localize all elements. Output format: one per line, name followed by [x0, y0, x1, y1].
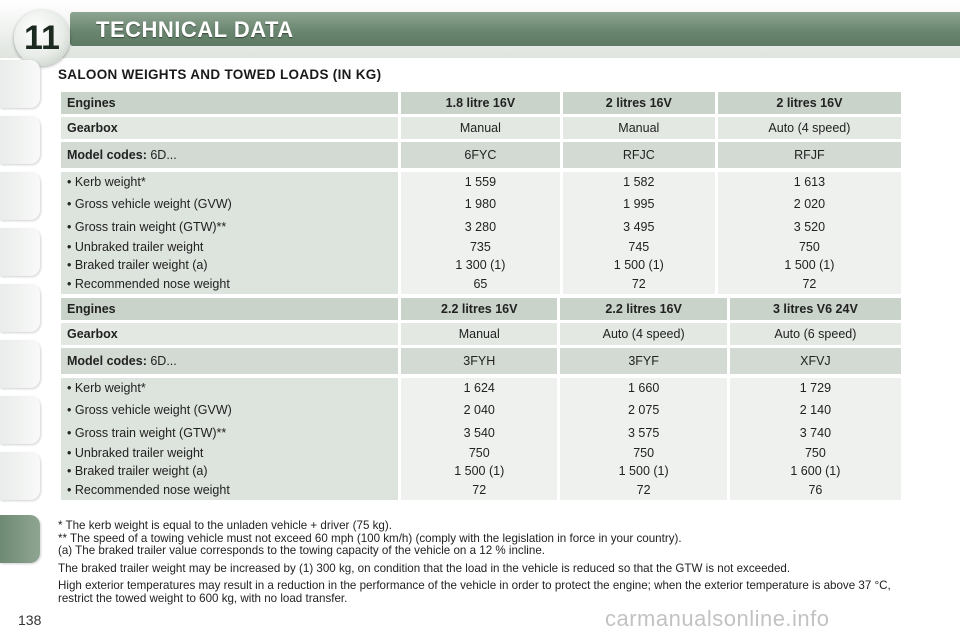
row-value: 1 729 [730, 378, 901, 398]
row-label: • Gross vehicle weight (GVW) [61, 398, 398, 422]
row-value: 1 582 [563, 172, 715, 192]
footnote: ** The speed of a towing vehicle must not exceed 60 mph (100 km/h) (comply with the legislation in force in your country). [58, 531, 682, 545]
row-value: 750 [718, 238, 901, 256]
side-tab[interactable] [0, 60, 40, 108]
row-value: 1 660 [560, 378, 726, 398]
row-value: 2 140 [730, 398, 901, 422]
row-label: • Gross train weight (GTW)** [61, 216, 398, 238]
table-row [61, 256, 901, 274]
gearbox-row [61, 323, 901, 345]
table-row [61, 172, 901, 192]
row-value: 2 020 [718, 192, 901, 216]
footnote: * The kerb weight is equal to the unladen vehicle + driver (75 kg). [58, 519, 392, 532]
engine-cell: 2 litres 16V [563, 92, 715, 114]
row-label: • Recommended nose weight [61, 274, 398, 294]
row-value: 1 300 (1) [401, 256, 560, 274]
watermark: carmanualsonline.info [605, 606, 830, 631]
row-value: 3 495 [563, 216, 715, 238]
row-value: 750 [401, 444, 557, 462]
gearbox-row [61, 117, 901, 139]
gearbox-cell: Auto (6 speed) [730, 323, 901, 345]
engines-row [61, 298, 901, 320]
section-title: SALOON WEIGHTS AND TOWED LOADS (IN KG) [58, 67, 382, 82]
table-row [61, 422, 901, 444]
row-value: 2 075 [560, 398, 726, 422]
table-row [61, 462, 901, 480]
table-row [61, 216, 901, 238]
row-value: 750 [560, 444, 726, 462]
engine-cell: 3 litres V6 24V [730, 298, 901, 320]
footnotes [58, 520, 906, 605]
row-label: • Kerb weight* [61, 378, 398, 398]
side-tab-active[interactable] [0, 515, 40, 563]
gearbox-label: Gearbox [61, 117, 398, 139]
row-value: 3 520 [718, 216, 901, 238]
row-value: 72 [718, 274, 901, 294]
row-value: 1 500 (1) [563, 256, 715, 274]
table-row [61, 238, 901, 256]
model-code-cell: XFVJ [730, 348, 901, 374]
table-row [61, 274, 901, 294]
engine-cell: 2.2 litres 16V [560, 298, 726, 320]
row-value: 1 995 [563, 192, 715, 216]
row-value: 72 [560, 480, 726, 500]
engine-cell: 2 litres 16V [718, 92, 901, 114]
row-value: 1 600 (1) [730, 462, 901, 480]
gearbox-label: Gearbox [61, 323, 398, 345]
gearbox-cell: Manual [401, 117, 560, 139]
row-label: • Gross train weight (GTW)** [61, 422, 398, 444]
row-value: 65 [401, 274, 560, 294]
gearbox-cell: Auto (4 speed) [560, 323, 726, 345]
row-value: 3 280 [401, 216, 560, 238]
model-codes-row [61, 142, 901, 168]
footnote: (a) The braked trailer value corresponds to the towing capacity of the vehicle on a 12 % incline. [58, 544, 545, 557]
gearbox-cell: Manual [563, 117, 715, 139]
engines-row [61, 92, 901, 114]
row-value: 3 540 [401, 422, 557, 444]
row-value: 72 [401, 480, 557, 500]
row-value: 1 980 [401, 192, 560, 216]
footnote: The braked trailer weight may be increased by (1) 300 kg, on condition that the load in the vehicle is reduced so that the GTW is not exceeded. [58, 561, 791, 575]
engine-cell: 1.8 litre 16V [401, 92, 560, 114]
model-code-cell: 6FYC [401, 142, 560, 168]
row-label: • Braked trailer weight (a) [61, 256, 398, 274]
row-value: 1 500 (1) [401, 462, 557, 480]
table-row [61, 444, 901, 462]
page-title: TECHNICAL DATA [96, 17, 294, 42]
page-number: 138 [18, 612, 42, 628]
table-row [61, 378, 901, 398]
side-tab[interactable] [0, 396, 40, 444]
side-tab[interactable] [0, 116, 40, 164]
footnote: High exterior temperatures may result in a reduction in the performance of the vehicle in order to protect the engine; when the exterior temperature is above 37 °C, restrict the towed weight to 600 kg, with no load transfer. [58, 579, 891, 605]
model-code-cell: 3FYF [560, 348, 726, 374]
row-label: • Unbraked trailer weight [61, 444, 398, 462]
side-tab-strip [0, 60, 46, 620]
side-tab[interactable] [0, 172, 40, 220]
gearbox-cell: Auto (4 speed) [718, 117, 901, 139]
row-label: • Recommended nose weight [61, 480, 398, 500]
side-tab[interactable] [0, 340, 40, 388]
side-tab[interactable] [0, 452, 40, 500]
weights-table-2 [58, 298, 904, 500]
row-value: 1 500 (1) [718, 256, 901, 274]
side-tab[interactable] [0, 228, 40, 276]
model-codes-row [61, 348, 901, 374]
gearbox-cell: Manual [401, 323, 557, 345]
chapter-badge: 11 [14, 10, 70, 66]
row-value: 1 613 [718, 172, 901, 192]
row-value: 1 500 (1) [560, 462, 726, 480]
table-row [61, 480, 901, 500]
row-label: • Kerb weight* [61, 172, 398, 192]
row-value: 76 [730, 480, 901, 500]
row-value: 72 [563, 274, 715, 294]
row-value: 1 624 [401, 378, 557, 398]
model-code-cell: 3FYH [401, 348, 557, 374]
row-value: 3 740 [730, 422, 901, 444]
row-label: • Braked trailer weight (a) [61, 462, 398, 480]
weights-table-1 [58, 92, 904, 294]
table-row [61, 192, 901, 216]
row-value: 1 559 [401, 172, 560, 192]
row-value: 2 040 [401, 398, 557, 422]
row-value: 745 [563, 238, 715, 256]
side-tab[interactable] [0, 284, 40, 332]
table-row [61, 398, 901, 422]
engines-label: Engines [61, 92, 398, 114]
model-codes-label: Model codes: 6D... [61, 142, 398, 168]
model-codes-label: Model codes: 6D... [61, 348, 398, 374]
row-value: 750 [730, 444, 901, 462]
model-code-cell: RFJC [563, 142, 715, 168]
engines-label: Engines [61, 298, 398, 320]
model-code-cell: RFJF [718, 142, 901, 168]
row-value: 3 575 [560, 422, 726, 444]
engine-cell: 2.2 litres 16V [401, 298, 557, 320]
row-value: 735 [401, 238, 560, 256]
row-label: • Unbraked trailer weight [61, 238, 398, 256]
row-label: • Gross vehicle weight (GVW) [61, 192, 398, 216]
